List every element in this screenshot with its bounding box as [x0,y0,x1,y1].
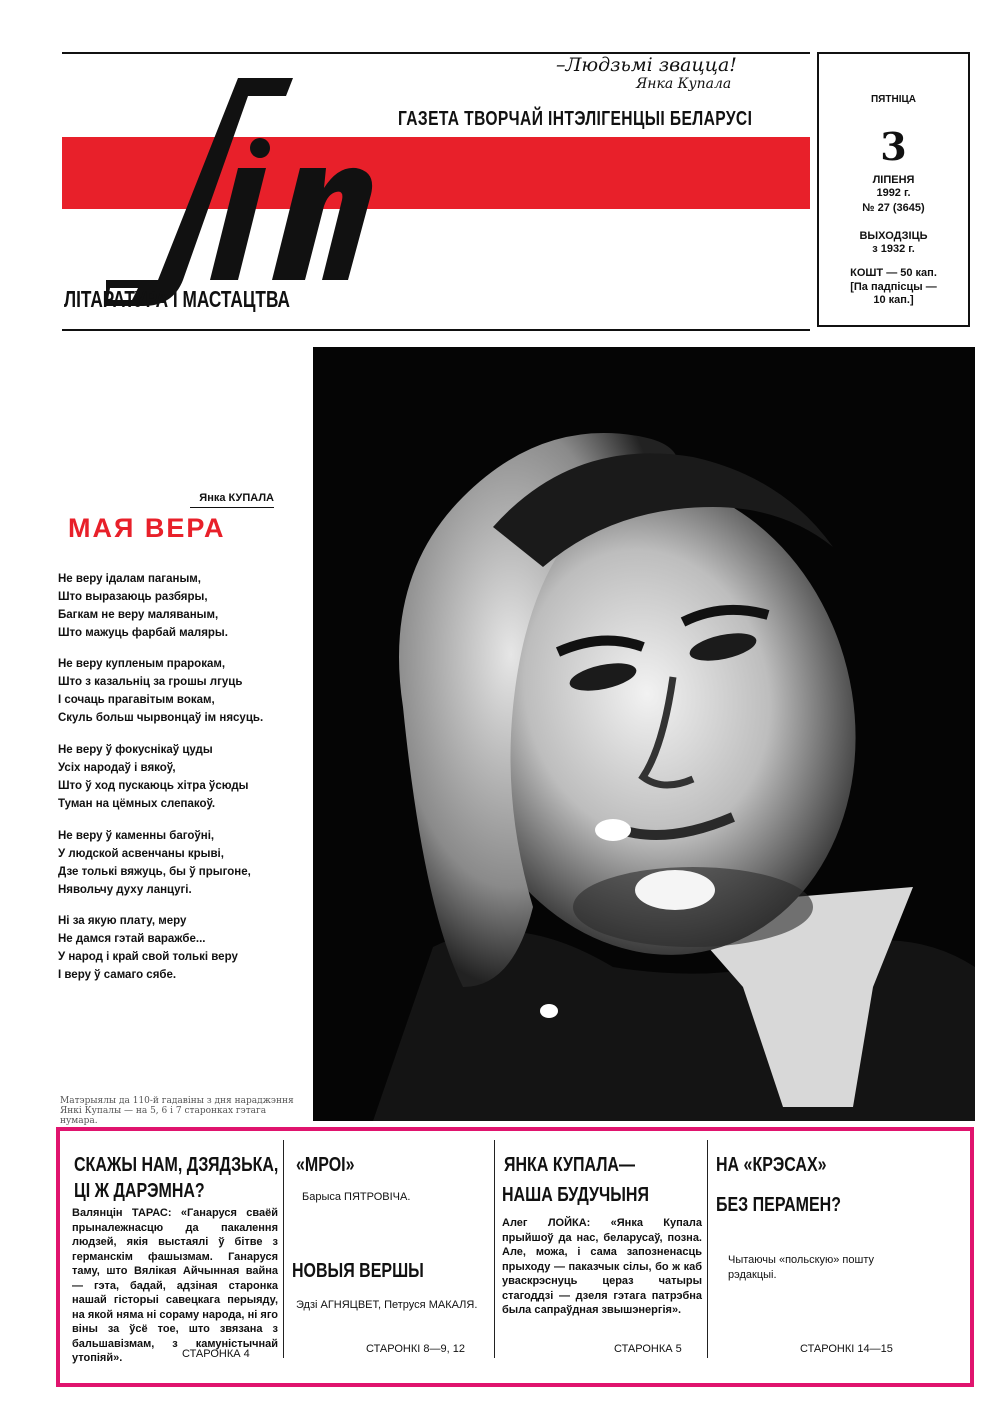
poem-stanza [58,570,228,642]
photo-caption: Матэрыялы да 110-й гадавіны з дня нараджэння Янкі Купалы — на 5, 6 і 7 старонках гэтага нумара. [60,1096,294,1126]
poem-line: Не дамся гэтай варажбе... [58,933,206,945]
poem-line: Туман на цёмных слепакоў. [58,798,216,810]
teaser-1-heading-line2: ЦІ Ж ДАРЭМНА? [74,1180,205,1202]
column-divider [494,1140,495,1358]
poem-stanza [58,741,249,813]
poem-line: Не веру ў фокуснікаў цуды [58,744,213,756]
teaser-2-author: Барыса ПЯТРОВІЧА. [302,1191,411,1203]
paper-name: ЛІТАРАТУРА І МАСТАЦТВА [64,286,291,312]
poem-line: Што мажуць фарбай маляры. [58,627,228,639]
poem-line: Ні за якую плату, меру [58,915,187,927]
column-divider [707,1140,708,1358]
poem-line: Што з казальніц за грошы лгуць [58,676,243,688]
poem-line: Усіх народаў і вякоў, [58,762,176,774]
issue-year: 1992 г. [876,187,911,199]
issue-subscription-label: [Па падпісцы — [850,281,937,293]
tagline: ГАЗЕТА ТВОРЧАЙ ІНТЭЛІГЕНЦЫІ БЕЛАРУСІ [398,108,753,130]
poem-line: Скуль больш чырвонцаў ім нясуць. [58,712,264,724]
poem-line: У людской асвенчаны крыві, [58,848,224,860]
motto-signature: Янка Купала [636,76,732,92]
issue-subscription-price: 10 кап.] [873,294,914,306]
motto: –Людзьмі звацца! [556,54,737,76]
poem-line: Багкам не веру маляваным, [58,609,219,621]
poem-line: Дзе толькі вяжуць, бы ў прыгоне, [58,866,251,878]
teaser-5-heading-line1: НА «КРЭСАХ» [716,1154,827,1176]
issue-since-year: з 1932 г. [872,243,915,255]
logo-letter-l [106,78,293,306]
teaser-2-page: СТАРОНКІ 8—9, 12 [366,1343,465,1355]
issue-day: 3 [880,124,907,169]
poem-line: Не веру купленым прарокам, [58,658,226,670]
poem-title: МАЯ ВЕРА [68,513,226,543]
poem-line: У народ і край свой толькі веру [58,951,238,963]
poem-line: І веру ў самаго сябе. [58,969,177,981]
teaser-4-heading-line2: НАША БУДУЧЫНЯ [502,1184,649,1206]
teaser-4-text: Алег ЛОЙКА: «Янка Купала прыйшоў да нас, беларусаў, позна. Але, можа, і сама запозненасць прыходу — паказчык сілы, бо ж каб уваскрэснуць цераз чатыры стагоддзі — дзеля гэтага патрэбна была сапраўдная звышэнергія». [502,1217,702,1316]
issue-price: КОШТ — 50 кап. [850,267,937,279]
poem-line: Што выразаюць разбяры, [58,591,208,603]
poem-line: Нявольчу духу ланцугі. [58,884,192,896]
issue-number: № 27 (3645) [862,202,925,214]
poem-stanza [58,827,251,899]
teaser-3-heading: НОВЫЯ ВЕРШЫ [292,1260,424,1282]
teaser-5-text: Чытаючы «польскую» пошту рэдакцыі. [728,1254,874,1281]
teaser-1-page: СТАРОНКА 4 [182,1348,250,1360]
issue-info-box [817,52,970,327]
column-divider [283,1140,284,1358]
poem-line: Не веру ў каменны багоўні, [58,830,215,842]
teaser-4-page: СТАРОНКА 5 [614,1343,682,1355]
teaser-1-text: Валянцін ТАРАС: «Ганаруся сваёй прыналежнасцю да пакалення людзей, якія выстаялі ў бітве з германскім фашызмам. Ганаруся таму, што Вялікая Айчынная вайна — гэта, бадай, адзіная старонка нашай гісторыі савецкага перыяду, на якой няма ні сораму народа, ні яго віны за ўсё тое, што звязана з бальшавізмам, з камуністычнай утопіяй». [72,1207,278,1364]
teaser-2-heading: «МРОІ» [296,1154,355,1176]
poem-line: Што ў ход пускаюць хітра ўсюды [58,780,249,792]
poem-stanza [58,655,263,727]
teaser-3-authors: Эдзі АГНЯЦВЕТ, Петруся МАКАЛЯ. [296,1299,478,1311]
issue-since-label: ВЫХОДЗІЦЬ [859,230,928,242]
teaser-1-heading-line1: СКАЖЫ НАМ, ДЗЯДЗЬКА, [74,1154,279,1176]
teaser-5-heading-line2: БЕЗ ПЕРАМЕН? [716,1194,841,1216]
issue-weekday: ПЯТНІЦА [870,94,916,105]
portrait-photo [313,347,975,1121]
poem-stanza [58,912,238,984]
logo-letter-m [272,168,372,280]
issue-month: ЛІПЕНЯ [872,174,915,186]
poem-line: Не веру ідалам паганым, [58,573,201,585]
poem-author: Янка КУПАЛА [190,492,274,508]
teaser-4-heading-line1: ЯНКА КУПАЛА— [504,1154,635,1176]
teaser-5-page: СТАРОНКІ 14—15 [800,1343,893,1355]
poem-line: І сочаць прагавітым вокам, [58,694,215,706]
